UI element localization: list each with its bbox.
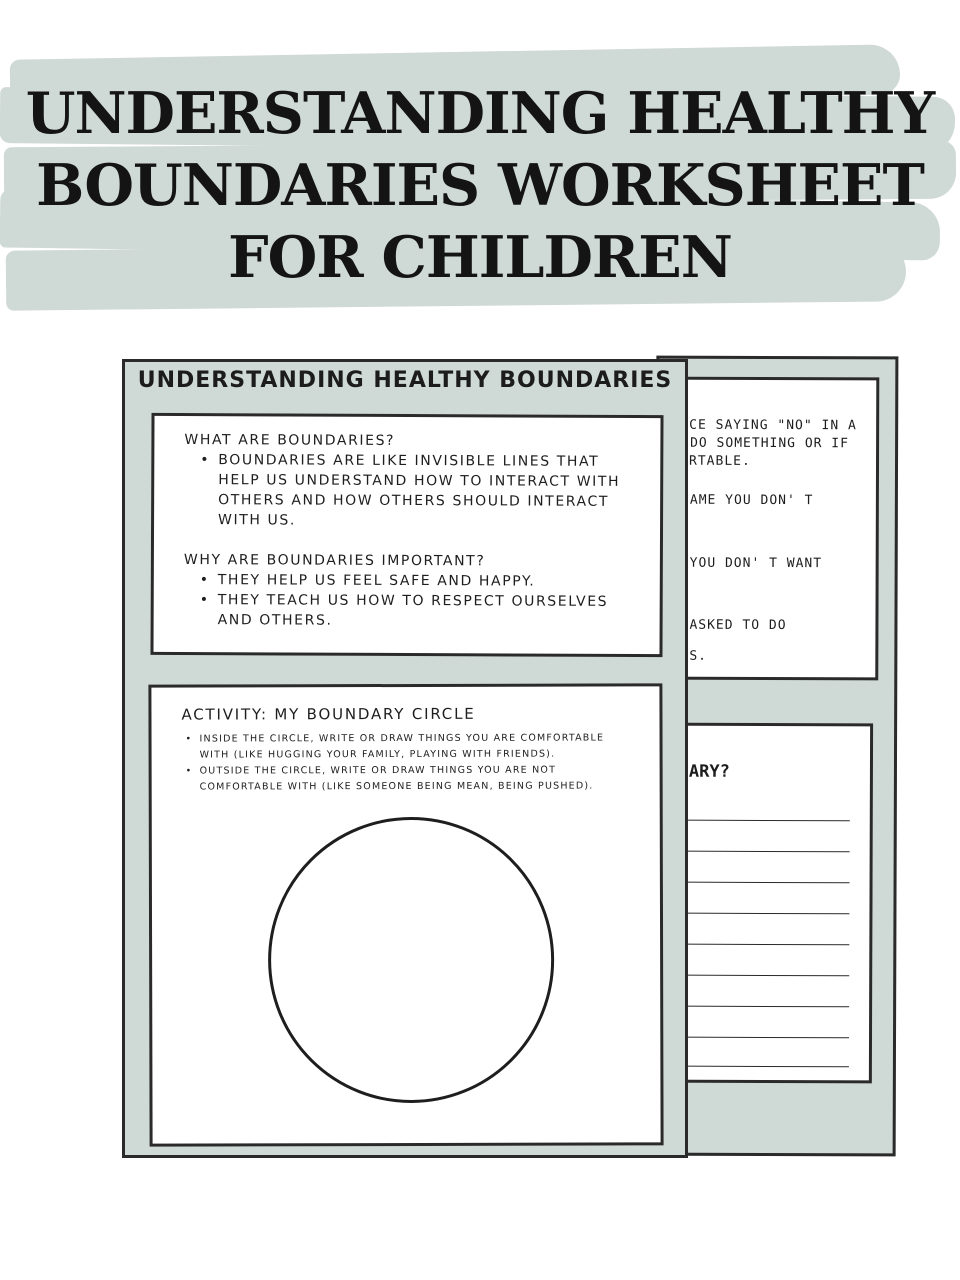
activity-instructions (184, 730, 624, 795)
back-text-fragment: S. (689, 648, 708, 664)
writing-line (685, 882, 850, 884)
back-text-fragment: DO SOMETHING OR IF (690, 435, 850, 452)
bullet-item: • BOUNDARIES ARE LIKE INVISIBLE LINES THAT HELP US UNDERSTAND HOW TO INTERACT WITH OTHERS AND HOW OTHERS SHOULD INTERACT WITH US. (196, 450, 636, 532)
writing-line (685, 851, 850, 853)
worksheet-title: UNDERSTANDING HEALTHY BOUNDARIES (137, 368, 673, 393)
writing-line (684, 944, 849, 946)
bullet-list (196, 450, 636, 532)
back-question-fragment: ARY? (688, 761, 730, 782)
worksheet-page-back (654, 356, 899, 1157)
worksheet-page-front (122, 359, 688, 1158)
back-text-fragment: ASKED TO DO (689, 617, 787, 634)
back-text-fragment: RTABLE. (689, 453, 751, 469)
back-writing-box (657, 723, 873, 1084)
writing-line (684, 975, 849, 977)
back-text-fragment: CE SAYING "NO" IN A (689, 417, 857, 434)
question-what-are-boundaries: WHAT ARE BOUNDARIES? (184, 432, 396, 449)
back-info-box (658, 377, 879, 681)
writing-line (684, 1037, 849, 1039)
info-box (150, 413, 663, 657)
bullet-item: • THEY HELP US FEEL SAFE AND HAPPY. (196, 570, 626, 592)
back-text-fragment: AME YOU DON' T (689, 492, 814, 509)
boundary-circle[interactable] (268, 817, 555, 1104)
instruction-item: • OUTSIDE THE CIRCLE, WRITE OR DRAW THINGS YOU ARE NOT COMFORTABLE WITH (LIKE SOMEONE BEING MEAN, BEING PUSHED). (184, 762, 624, 795)
back-text-fragment: YOU DON' T WANT (689, 555, 823, 572)
bullet-list (196, 570, 626, 632)
writing-line (684, 1006, 849, 1008)
writing-line (684, 913, 849, 915)
question-why-important: WHY ARE BOUNDARIES IMPORTANT? (183, 552, 486, 570)
activity-box (148, 683, 663, 1146)
writing-line (684, 1066, 849, 1068)
page-title: UNDERSTANDING HEALTHY BOUNDARIES WORKSHEET FOR CHILDREN (25, 80, 935, 291)
bullet-item: • THEY TEACH US HOW TO RESPECT OURSELVES AND OTHERS. (196, 590, 626, 632)
writing-line (685, 820, 850, 822)
activity-heading: ACTIVITY: MY BOUNDARY CIRCLE (181, 704, 476, 724)
instruction-item: • INSIDE THE CIRCLE, WRITE OR DRAW THINGS YOU ARE COMFORTABLE WITH (LIKE HUGGING YOUR FAMILY, PLAYING WITH FRIENDS). (184, 730, 624, 763)
